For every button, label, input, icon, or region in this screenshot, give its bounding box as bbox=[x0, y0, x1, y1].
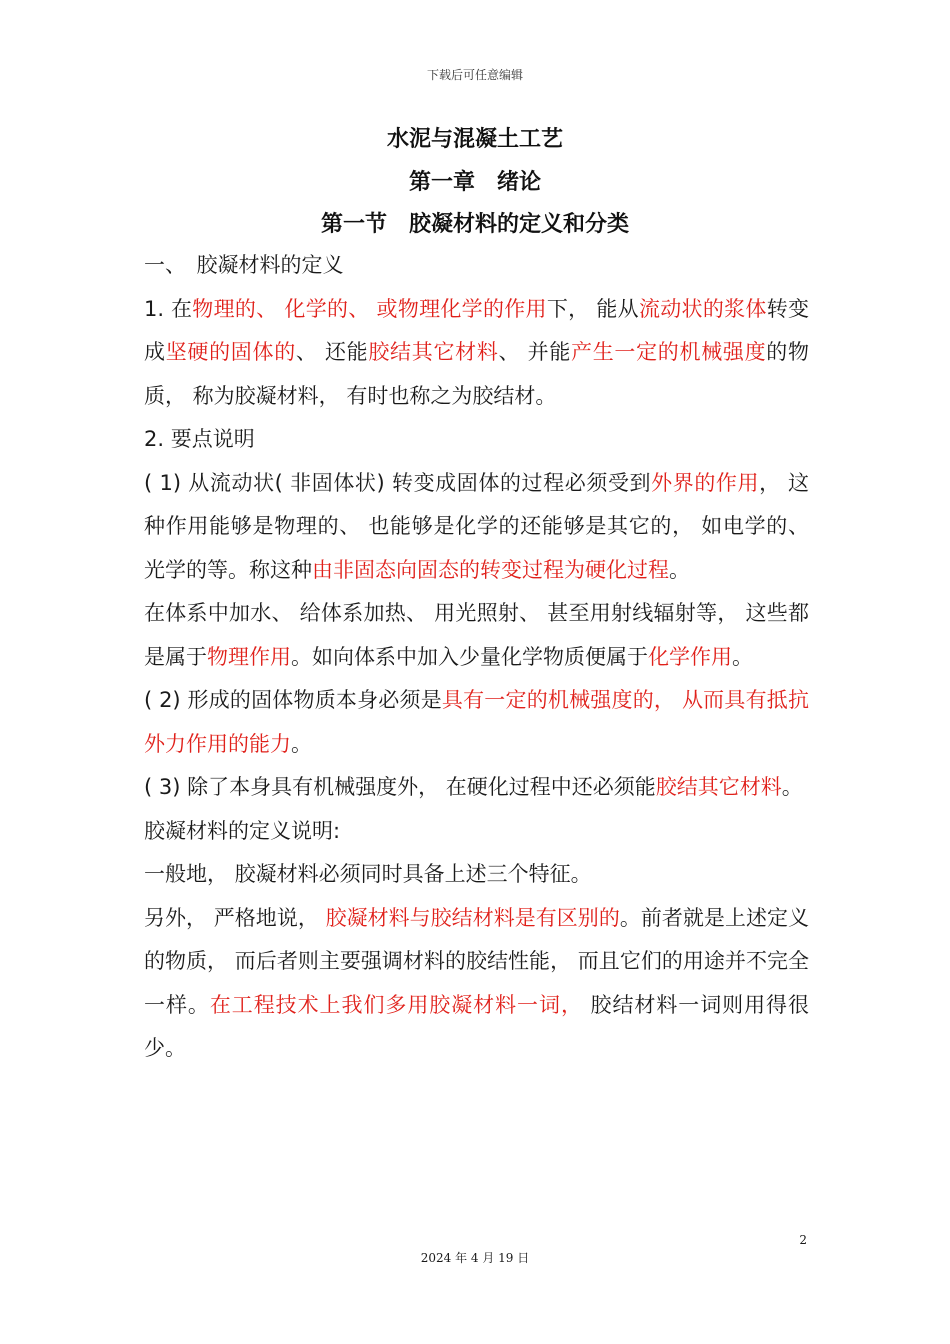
paragraph bbox=[144, 853, 809, 897]
highlighted-text: 胶凝材料与胶结材料是有区别的 bbox=[325, 905, 620, 930]
text-run: 在体系中加水、 给体系加热、 用光照射、 甚至用射线辐射等， 这些都是属于 bbox=[144, 601, 809, 669]
header-note: 下载后可任意编辑 bbox=[426, 68, 523, 82]
highlighted-text: 胶结其它材料 bbox=[655, 775, 782, 799]
text-run: ( 3) 除了本身具有机械强度外， 在硬化过程中还必须能 bbox=[144, 775, 656, 799]
text-run: ， 这种作用能够是物理的、 也能够是化学的还能够是其它的， 如电学的、 光学的等。称这种 bbox=[144, 470, 809, 582]
highlighted-text: 化学作用 bbox=[648, 644, 732, 669]
paragraph bbox=[144, 418, 809, 462]
text-run: 的物质， 称为胶凝材料， 有时也称之为胶结材。 bbox=[144, 340, 809, 408]
highlighted-text: 物理的、 化学的、 或物理化学的作用 bbox=[192, 296, 547, 321]
text-run: 另外， 严格地说， bbox=[144, 905, 326, 930]
paragraph bbox=[144, 679, 809, 766]
text-run: 胶结材料一词则用得很少。 bbox=[144, 992, 810, 1060]
highlighted-text: 胶结其它材料 bbox=[368, 340, 499, 364]
paragraph bbox=[144, 897, 809, 1071]
text-run: 。 bbox=[781, 775, 803, 799]
text-run: ( 1) 从流动状( 非固体状) 转变成固体的过程必须受到 bbox=[144, 470, 652, 495]
highlighted-text: 流动状的浆体 bbox=[638, 296, 767, 321]
text-run: ( 2) 形成的固体物质本身必须是 bbox=[144, 688, 442, 712]
highlighted-text: 外界的作用 bbox=[651, 470, 760, 495]
page-number: 2 bbox=[799, 1233, 807, 1247]
body-text bbox=[144, 244, 809, 1071]
text-run: 胶凝材料的定义说明: bbox=[144, 818, 341, 843]
highlighted-text: 具有一定的机械强度的， 从而具有抵抗外力作用的能力 bbox=[144, 688, 809, 756]
highlighted-text: 坚硬的固体的 bbox=[165, 340, 296, 364]
text-run: 。 bbox=[291, 731, 312, 756]
paragraph bbox=[144, 244, 809, 288]
paragraph bbox=[144, 288, 809, 419]
document-title: 水泥与混凝土工艺 bbox=[386, 127, 563, 152]
highlighted-text: 产生一定的机械强度 bbox=[571, 340, 767, 364]
text-run: 2. 要点说明 bbox=[144, 427, 255, 451]
highlighted-text: 由非固态向固态的转变过程为硬化过程 bbox=[312, 557, 669, 582]
chapter-title: 第一章 绪论 bbox=[408, 170, 541, 195]
text-run: 。 bbox=[669, 557, 690, 582]
paragraph bbox=[144, 810, 809, 854]
text-run: 一、 胶凝材料的定义 bbox=[144, 253, 344, 277]
highlighted-text: 物理作用 bbox=[207, 644, 291, 669]
text-run: 。前者就是上述定义的物质， 而后者则主要强调材料的胶结性能， 而且它们的用途并不完全一样。 bbox=[144, 905, 810, 1017]
footer-date: 2024 年 4 月 19 日 bbox=[420, 1251, 530, 1265]
paragraph bbox=[144, 592, 809, 679]
section-title: 第一节 胶凝材料的定义和分类 bbox=[320, 212, 629, 237]
highlighted-text: 在工程技术上我们多用胶凝材料一词， bbox=[209, 992, 583, 1017]
text-run: 、 还能 bbox=[295, 340, 369, 364]
paragraph bbox=[144, 462, 809, 593]
text-run: 。如向体系中加入少量化学物质便属于 bbox=[291, 644, 648, 669]
text-run: 下， 能从 bbox=[546, 296, 639, 321]
text-run: 、 并能 bbox=[498, 340, 572, 364]
paragraph bbox=[144, 766, 809, 810]
text-run: 。 bbox=[732, 644, 753, 669]
text-run: 转变成 bbox=[144, 296, 809, 364]
text-run: 一般地， 胶凝材料必须同时具备上述三个特征。 bbox=[144, 862, 592, 886]
text-run: 1. 在 bbox=[144, 296, 193, 321]
